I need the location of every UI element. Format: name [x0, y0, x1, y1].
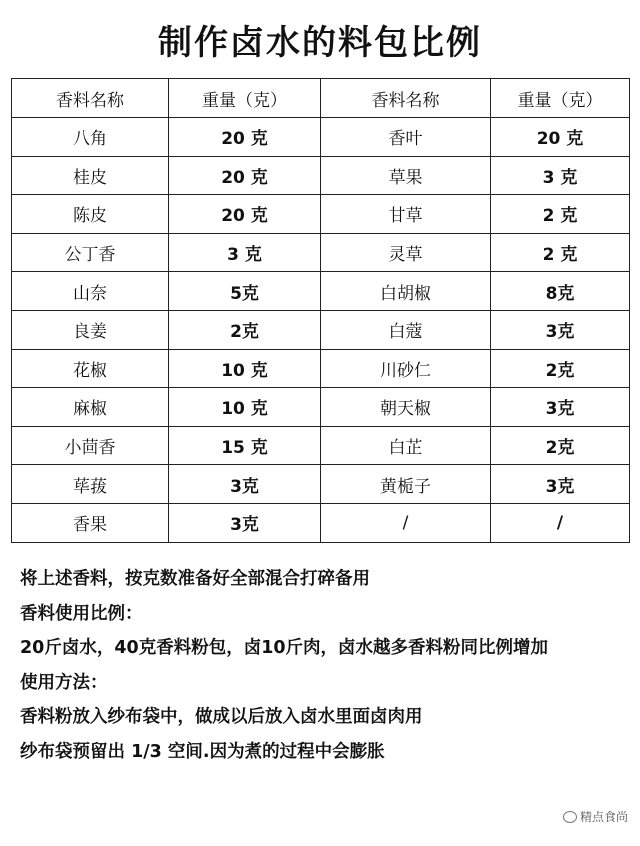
weight-cell: 2 克 — [491, 233, 630, 272]
spice-name-cell: 麻椒 — [12, 388, 169, 427]
weight-cell: 20 克 — [169, 156, 321, 195]
weight-cell: 10 克 — [169, 349, 321, 388]
weight-cell: 15 克 — [169, 426, 321, 465]
watermark-text: 精点食尚 — [579, 810, 628, 824]
note-method-heading: 使用方法： — [20, 672, 108, 693]
table-row — [12, 503, 630, 542]
spice-name-cell: 小茴香 — [12, 426, 169, 465]
header-weight: 重量（克） — [491, 79, 630, 118]
spice-name-cell: 黄栀子 — [321, 465, 491, 504]
header-spice-name: 香料名称 — [321, 79, 491, 118]
weight-cell: 3克 — [169, 503, 321, 542]
spice-name-cell: 朝天椒 — [321, 388, 491, 427]
spice-name-cell: 荜菝 — [12, 465, 169, 504]
table-row — [12, 388, 630, 427]
spice-name-cell: 公丁香 — [12, 233, 169, 272]
table-row — [12, 156, 630, 195]
table-row — [12, 349, 630, 388]
weight-cell: / — [491, 503, 630, 542]
spice-name-cell: 香叶 — [321, 118, 491, 157]
weight-cell: 20 克 — [169, 118, 321, 157]
spice-name-cell: / — [321, 503, 491, 542]
weight-cell: 10 克 — [169, 388, 321, 427]
spice-name-cell: 灵草 — [321, 233, 491, 272]
weight-cell: 3 克 — [491, 156, 630, 195]
spice-name-cell: 良姜 — [12, 310, 169, 349]
spice-name-cell: 香果 — [12, 503, 169, 542]
spice-name-cell: 山奈 — [12, 272, 169, 311]
page-title: 制作卤水的料包比例 — [158, 23, 482, 63]
weight-cell: 3克 — [169, 465, 321, 504]
watermark — [559, 807, 632, 826]
spice-name-cell: 陈皮 — [12, 195, 169, 234]
spice-name-cell: 甘草 — [321, 195, 491, 234]
weight-cell: 3 克 — [169, 233, 321, 272]
note-method: 香料粉放入纱布袋中，做成以后放入卤水里面卤肉用 — [20, 707, 423, 727]
note-ratio: 20斤卤水，40克香料粉包，卤10斤肉，卤水越多香料粉同比例增加 — [20, 638, 549, 658]
weight-cell: 20 克 — [169, 195, 321, 234]
weight-cell: 2克 — [169, 310, 321, 349]
weight-cell: 3克 — [491, 465, 630, 504]
table-row — [12, 465, 630, 504]
weight-cell: 2 克 — [491, 195, 630, 234]
spice-name-cell: 八角 — [12, 118, 169, 157]
note-prep: 将上述香料，按克数准备好全部混合打碎备用 — [20, 569, 370, 589]
spice-name-cell: 桂皮 — [12, 156, 169, 195]
table-row — [12, 310, 630, 349]
wechat-icon — [563, 811, 577, 823]
table-row — [12, 272, 630, 311]
spice-table — [11, 78, 630, 543]
header-spice-name: 香料名称 — [12, 79, 169, 118]
weight-cell: 5克 — [169, 272, 321, 311]
table-row — [12, 195, 630, 234]
note-bag-space: 纱布袋预留出 1/3 空间.因为煮的过程中会膨胀 — [20, 741, 385, 762]
header-weight: 重量（克） — [169, 79, 321, 118]
spice-name-cell: 白胡椒 — [321, 272, 491, 311]
table-row — [12, 233, 630, 272]
spice-name-cell: 川砂仁 — [321, 349, 491, 388]
table-header-row — [12, 79, 630, 118]
spice-name-cell: 白蔻 — [321, 310, 491, 349]
spice-name-cell: 草果 — [321, 156, 491, 195]
weight-cell: 3克 — [491, 310, 630, 349]
weight-cell: 20 克 — [491, 118, 630, 157]
spice-name-cell: 花椒 — [12, 349, 169, 388]
table-row — [12, 426, 630, 465]
weight-cell: 2克 — [491, 349, 630, 388]
table-row — [12, 118, 630, 157]
note-ratio-heading: 香料使用比例： — [20, 603, 143, 624]
weight-cell: 2克 — [491, 426, 630, 465]
spice-name-cell: 白芷 — [321, 426, 491, 465]
usage-notes — [20, 562, 632, 769]
weight-cell: 3克 — [491, 388, 630, 427]
weight-cell: 8克 — [491, 272, 630, 311]
